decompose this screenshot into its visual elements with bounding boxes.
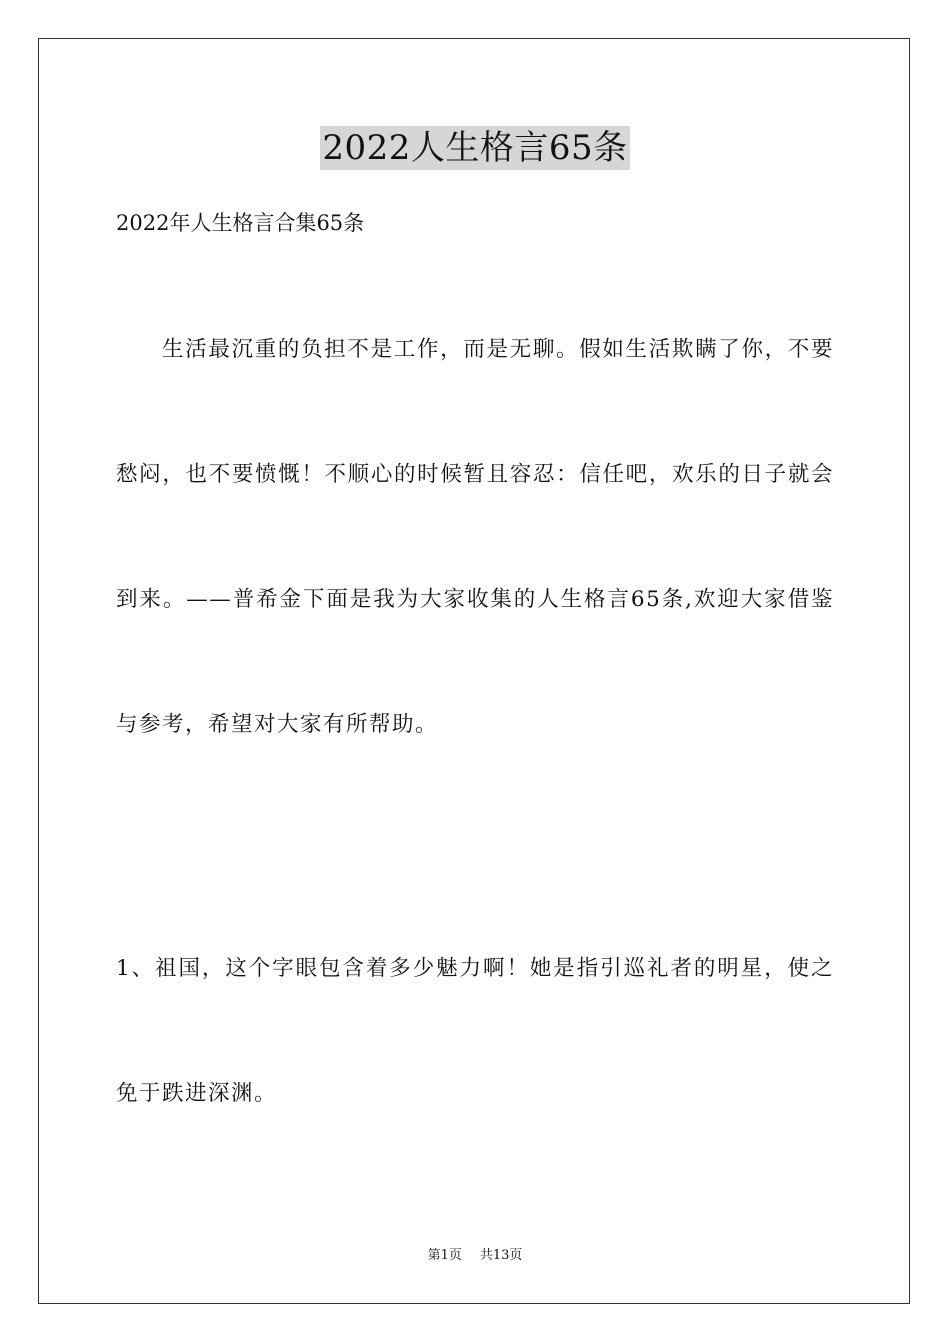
document-title-text: 2022人生格言65条	[322, 128, 628, 168]
page-total: 共13页	[479, 1248, 523, 1263]
intro-paragraph: 生活最沉重的负担不是工作，而是无聊。假如生活欺瞒了你，不要愁闷，也不要愤慨！不顺心的时候暂且容忍：信任吧，欢乐的日子就会到来。——普希金下面是我为大家收集的人生格言65条,欢迎大家借鉴与参考，希望对大家有所帮助。	[116, 337, 834, 737]
page-footer	[0, 1246, 950, 1266]
page-number: 第1页	[427, 1248, 462, 1263]
document-subtitle: 2022年人生格言合集65条	[116, 211, 365, 235]
quote-paragraph-1: 1、祖国，这个字眼包含着多少魅力啊！她是指引巡礼者的明星，使之免于跌进深渊。	[116, 956, 834, 1106]
document-title	[0, 126, 950, 170]
